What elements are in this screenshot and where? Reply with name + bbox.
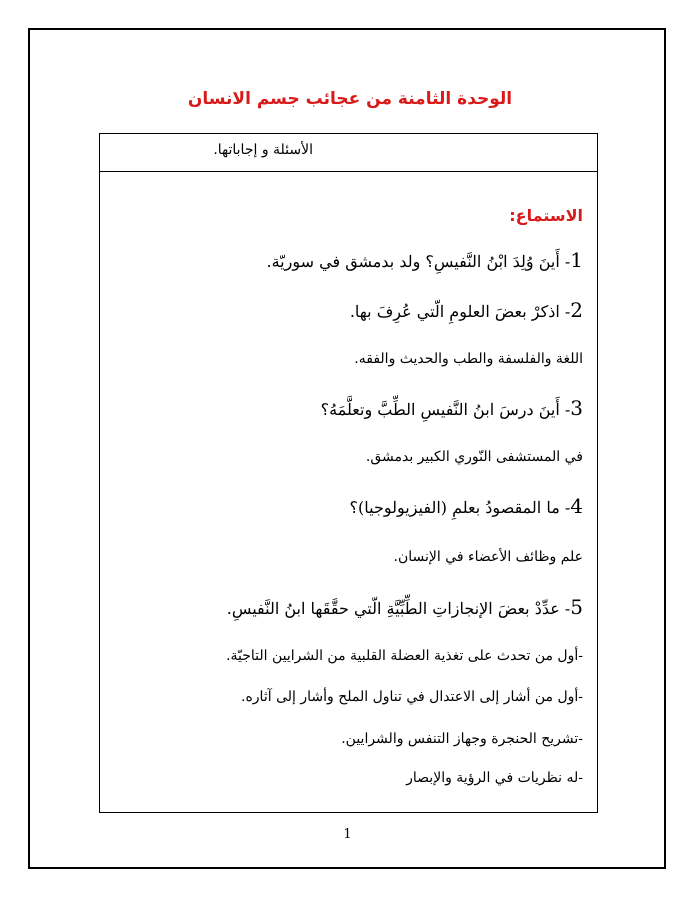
achievement-item: -أول من تحدث على تغذية العضلة القلبية من الشرايين التاجيّة. [226,648,583,664]
achievement-item: -تشريح الحنجرة وجهاز التنفس والشرايين. [341,731,583,747]
answer-4: علم وظائف الأعضاء في الإنسان. [393,549,583,565]
question-number: 1 [570,248,583,272]
question-text: - اذكرْ بعضَ العلومِ الّتي عُرِفَ بها. [349,302,571,321]
content-box [99,133,598,813]
answer-3: في المستشفى النّوري الكبير بدمشق. [365,449,583,465]
table-header: الأسئلة و إجاباتها. [213,142,313,158]
question-text: - أَينَ درسَ ابنُ النَّفيسِ الطِّبَّ وتعلَّمَهُ؟ [320,400,571,419]
question-number: 2 [570,298,583,322]
question-2 [350,298,583,322]
question-1 [267,248,583,272]
achievement-item: -له نظريات في الرؤية والإبصار [406,770,583,786]
page-number: 1 [343,827,352,842]
question-number: 5 [570,595,583,619]
question-5 [227,595,583,619]
question-text: - ما المقصودُ بعلمِ (الفيزيولوجيا)؟ [349,498,571,517]
achievement-item: -أول من أشار إلى الاعتدال في تناول الملح وأشار إلى آثاره. [241,689,583,705]
question-number: 4 [570,494,583,518]
question-3 [321,396,583,420]
section-title: الاستماع: [509,206,583,225]
question-text: - أَينَ وُلِدَ ابْنُ النَّفيسِ؟ ولد بدمشق في سوريّة. [266,252,571,271]
question-text: - عدِّدْ بعضَ الإنجازاتِ الطِّبِّيَّةِ الّتي حقَّقَها ابنُ النَّفيسِ. [226,599,571,618]
unit-title: الوحدة الثامنة من عجائب جسم الانسان [187,89,513,109]
question-number: 3 [570,396,583,420]
question-4 [350,494,583,518]
answer-2: اللغة والفلسفة والطب والحديث والفقه. [354,351,583,367]
header-divider [99,171,598,172]
